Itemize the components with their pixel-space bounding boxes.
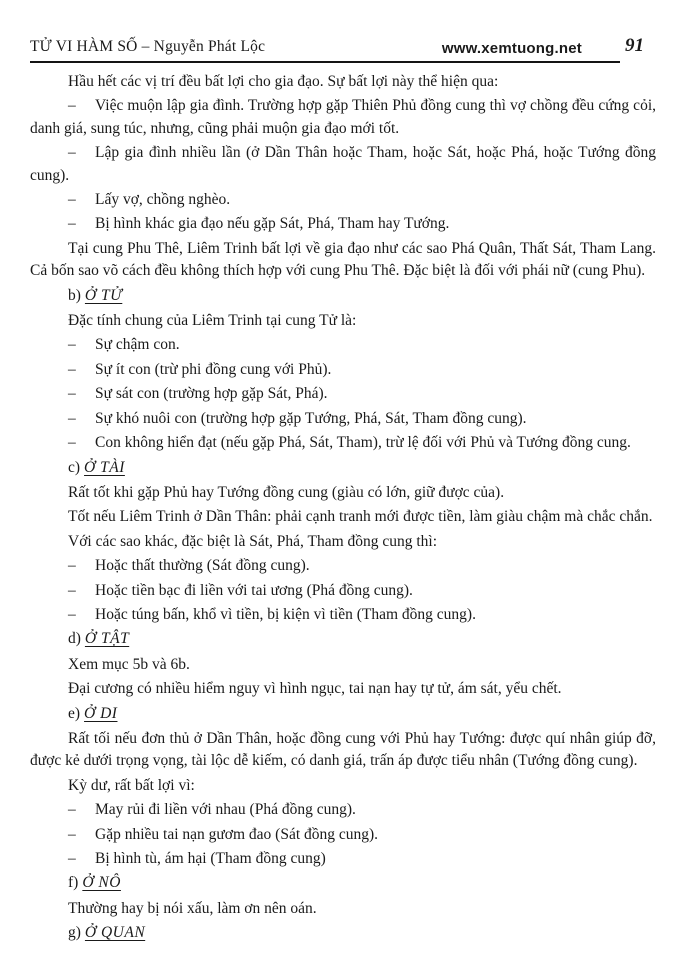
paragraph: Tại cung Phu Thê, Liêm Trinh bất lợi về gia đạo như các sao Phá Quân, Thất Sát, Tham Lang. Cả bốn sao võ cách đều không thích hợp với cung Phu Thê. Đặc biệt là đối với phái nữ (cung Phu). — [30, 239, 656, 280]
dash-icon: – — [68, 850, 76, 867]
dash-icon: – — [68, 801, 76, 819]
paragraph: Tốt nếu Liêm Trinh ở Dần Thân: phải cạnh tranh mới được tiền, làm giàu chậm mà chắc chắn. — [68, 508, 653, 526]
bullet-text: Hoặc tiền bạc đi liền với tai ương (Phá đồng cung). — [95, 581, 413, 599]
document-content — [30, 71, 656, 948]
bullet-item — [30, 142, 656, 187]
bullet-text: Sự ít con (trừ phi đồng cung với Phủ). — [95, 360, 332, 378]
bullet-item — [30, 334, 656, 356]
heading-label: Ở TẬT — [84, 630, 130, 648]
heading-label: Ở NÔ — [82, 874, 121, 892]
heading-label: Ở DI — [84, 704, 118, 722]
heading-prefix: b) — [68, 286, 81, 304]
bullet-item — [30, 359, 656, 381]
heading-prefix: f) — [68, 874, 79, 892]
bullet-item — [30, 555, 656, 577]
heading-prefix: g) — [68, 924, 81, 942]
heading-prefix: c) — [68, 458, 81, 476]
section-heading — [30, 457, 656, 479]
paragraph: Rất tối nếu đơn thủ ở Dần Thân, hoặc đồng cung với Phủ hay Tướng: được quí nhân giúp đỡ, được kẻ dưới trọng vọng, tài lộc dễ kiếm, có danh giá, trấn áp được tiểu nhân (Tướng đồng cung). — [30, 729, 656, 770]
section-heading — [30, 703, 656, 725]
bullet-item — [30, 432, 656, 454]
book-title: TỬ VI HÀM SỐ – Nguyễn Phát Lộc — [30, 38, 266, 55]
heading-label: Ở TỬ — [84, 286, 123, 304]
bullet-item — [30, 848, 656, 870]
bullet-text: Lập gia đình nhiều lần (ở Dần Thân hoặc Tham, hoặc Sát, hoặc Phá, hoặc Tướng đồng cung). — [30, 144, 656, 184]
bullet-item — [30, 799, 656, 821]
dash-icon: – — [68, 434, 76, 452]
paragraph: Thường hay bị nói xấu, làm ơn nên oán. — [68, 899, 317, 917]
bullet-text: Gặp nhiều tai nạn gươm đao (Sát đồng cung). — [95, 825, 379, 843]
bullet-item — [30, 213, 656, 235]
paragraph: Đại cương có nhiều hiểm nguy vì hình ngục, tai nạn hay tự tử, ám sát, yểu chết. — [68, 680, 562, 698]
bullet-text: Bị hình khác gia đạo nếu gặp Sát, Phá, Tham hay Tướng. — [95, 215, 450, 233]
paragraph: Với các sao khác, đặc biệt là Sát, Phá, Tham đồng cung thì: — [68, 532, 438, 550]
paragraph: Kỳ dư, rất bất lợi vì: — [68, 776, 195, 794]
bullet-text: Việc muộn lập gia đình. Trường hợp gặp Thiên Phủ đồng cung thì vợ chồng đều cứng cỏi, danh giá, sung túc, nhưng, cũng phải muộn gia đạo mới tốt. — [30, 97, 656, 137]
bullet-item — [30, 383, 656, 405]
paragraph: Xem mục 5b và 6b. — [68, 655, 190, 673]
bullet-text: Con không hiển đạt (nếu gặp Phá, Sát, Tham), trừ lệ đối với Phủ và Tướng đồng cung. — [95, 434, 631, 452]
bullet-text: Bị hình tù, ám hại (Tham đồng cung) — [95, 850, 326, 867]
bullet-item — [30, 824, 656, 846]
dash-icon: – — [68, 605, 76, 623]
dash-icon: – — [68, 144, 76, 162]
dash-icon: – — [68, 97, 76, 115]
bullet-item — [30, 580, 656, 602]
heading-label: Ở TÀI — [84, 458, 125, 476]
section-heading — [30, 628, 656, 650]
dash-icon: – — [68, 336, 76, 354]
dash-icon: – — [68, 557, 76, 575]
website-url[interactable]: www.xemtuong.net — [441, 40, 582, 57]
dash-icon: – — [68, 191, 76, 209]
bullet-item — [30, 95, 656, 140]
bullet-text: Sự chậm con. — [95, 336, 180, 354]
dash-icon: – — [68, 825, 76, 843]
paragraph: Rất tốt khi gặp Phủ hay Tướng đồng cung (giàu có lớn, giữ được của). — [68, 483, 505, 501]
bullet-text: May rủi đi liền với nhau (Phá đồng cung). — [95, 801, 356, 819]
bullet-text: Lấy vợ, chồng nghèo. — [95, 191, 231, 209]
paragraph: Đặc tính chung của Liêm Trinh tại cung Tử là: — [68, 312, 357, 330]
bullet-text: Sự khó nuôi con (trường hợp gặp Tướng, Phá, Sát, Tham đồng cung). — [95, 409, 527, 427]
heading-prefix: d) — [68, 630, 81, 648]
bullet-item — [30, 189, 656, 211]
dash-icon: – — [68, 409, 76, 427]
bullet-text: Hoặc túng bấn, khổ vì tiền, bị kiện vì tiền (Tham đồng cung). — [95, 605, 476, 623]
section-heading — [30, 922, 656, 944]
bullet-text: Hoặc thất thường (Sát đồng cung). — [95, 557, 310, 575]
dash-icon: – — [68, 581, 76, 599]
dash-icon: – — [68, 215, 76, 233]
dash-icon: – — [68, 385, 76, 403]
bullet-text: Sự sát con (trường hợp gặp Sát, Phá). — [95, 385, 328, 403]
section-heading — [30, 872, 656, 894]
dash-icon: – — [68, 360, 76, 378]
section-heading — [30, 285, 656, 307]
bullet-item — [30, 408, 656, 430]
page-number: 91 — [625, 35, 644, 56]
header-divider — [30, 61, 620, 63]
bullet-item — [30, 604, 656, 626]
paragraph: Hầu hết các vị trí đều bất lợi cho gia đạo. Sự bất lợi này thể hiện qua: — [68, 73, 499, 90]
heading-prefix: e) — [68, 704, 81, 722]
heading-label: Ở QUAN — [84, 924, 146, 942]
